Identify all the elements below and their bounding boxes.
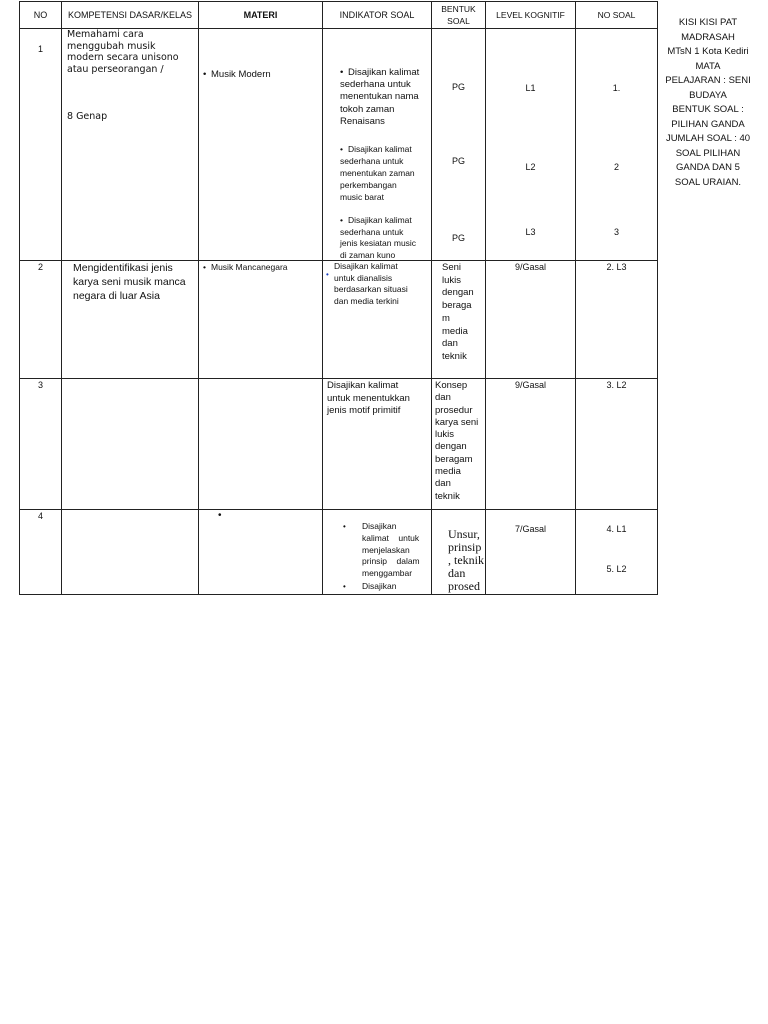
bentuk-cell bbox=[432, 29, 486, 261]
bentuk-line: , teknik bbox=[448, 553, 484, 567]
row-number: 1 bbox=[37, 44, 43, 54]
bentuk-line: Konsep bbox=[435, 380, 468, 391]
materi-item: • Musik Mancanegara bbox=[203, 261, 288, 273]
info-line: JUMLAH SOAL : 40 bbox=[665, 133, 751, 144]
bentuk-line: beragam bbox=[435, 453, 473, 465]
header-bentuk: BENTUK SOAL bbox=[432, 2, 486, 29]
bentuk-line: prinsip bbox=[448, 540, 482, 554]
row-number: 4 bbox=[37, 511, 43, 521]
row-no-cell bbox=[20, 29, 62, 261]
materi-cell bbox=[199, 510, 323, 595]
bentuk-line: dan bbox=[448, 566, 466, 580]
document-info bbox=[665, 16, 751, 190]
info-line: BUDAYA bbox=[689, 89, 727, 101]
materi-item: • Musik Modern bbox=[203, 69, 271, 81]
bentuk-line: prosedur bbox=[435, 404, 473, 416]
table-row bbox=[20, 379, 658, 510]
indikator-line: Disajikan kalimat bbox=[327, 380, 399, 391]
bentuk-value: PG bbox=[451, 82, 465, 92]
indikator-line: Disajikan bbox=[362, 581, 397, 591]
indikator-line: berdasarkan situasi bbox=[334, 284, 408, 294]
info-line: KISI KISI PAT bbox=[678, 17, 738, 28]
no-soal-value: 2 bbox=[613, 162, 619, 172]
kompetensi-line: Mengidentifikasi jenis bbox=[73, 262, 173, 274]
no-soal-value: 2. L3 bbox=[606, 262, 627, 272]
materi-cell bbox=[199, 29, 323, 261]
indikator-line: prinsip dalam bbox=[362, 556, 420, 567]
info-line: SOAL URAIAN. bbox=[674, 176, 742, 188]
indikator-line: dan media terkini bbox=[334, 295, 399, 306]
bentuk-line: media bbox=[442, 325, 468, 337]
bentuk-line: prosed bbox=[448, 579, 480, 593]
indikator-line: kalimat untuk bbox=[362, 532, 420, 543]
no-soal-value: 3. L2 bbox=[606, 380, 627, 390]
header-level: LEVEL KOGNITIF bbox=[486, 2, 576, 29]
table-row bbox=[20, 510, 658, 595]
header-no-soal: NO SOAL bbox=[576, 2, 658, 29]
kompetensi-line: Memahami cara bbox=[67, 29, 144, 40]
bentuk-value: PG bbox=[451, 233, 465, 243]
info-line: MADRASAH bbox=[681, 31, 735, 43]
level-value: L1 bbox=[525, 83, 536, 93]
info-line: MATA bbox=[695, 60, 721, 72]
bentuk-cell bbox=[432, 379, 486, 510]
no-soal-cell bbox=[576, 510, 658, 595]
no-soal-cell bbox=[576, 379, 658, 510]
indikator-line: menggambar bbox=[362, 568, 413, 579]
info-line: PELAJARAN : SENI bbox=[665, 75, 751, 86]
bentuk-line: teknik bbox=[435, 490, 460, 502]
indikator-cell bbox=[323, 261, 432, 379]
bentuk-line: dengan bbox=[435, 441, 467, 453]
bullet-icon: • bbox=[218, 510, 222, 521]
kelas-text: 8 Genap bbox=[67, 111, 108, 122]
bentuk-value: PG bbox=[451, 156, 465, 166]
header-no: NO bbox=[20, 2, 62, 29]
kompetensi-cell bbox=[62, 261, 199, 379]
table-row bbox=[20, 29, 658, 261]
level-cell bbox=[486, 261, 576, 379]
kompetensi-line: atau perseorangan / bbox=[67, 63, 164, 75]
info-line: SOAL PILIHAN bbox=[675, 147, 741, 159]
level-cell bbox=[486, 510, 576, 595]
bentuk-line: dan bbox=[435, 392, 451, 404]
header-kompetensi: KOMPETENSI DASAR/KELAS bbox=[62, 2, 199, 29]
level-value: 7/Gasal bbox=[514, 524, 547, 534]
info-line: GANDA DAN 5 bbox=[676, 162, 740, 173]
no-soal-value: 3 bbox=[613, 227, 619, 237]
bentuk-line: m bbox=[442, 312, 450, 324]
row-no-cell bbox=[20, 510, 62, 595]
indikator-cell bbox=[323, 379, 432, 510]
bentuk-line: lukis bbox=[435, 429, 455, 441]
blue-dot-icon: • bbox=[326, 270, 329, 279]
materi-cell bbox=[199, 261, 323, 379]
bentuk-line: dan bbox=[435, 478, 451, 490]
row-number: 3 bbox=[37, 380, 43, 390]
level-value: L2 bbox=[525, 162, 536, 172]
level-cell bbox=[486, 29, 576, 261]
bentuk-line: dan bbox=[442, 338, 458, 350]
bentuk-line: karya seni bbox=[435, 416, 479, 428]
kisi-kisi-table bbox=[19, 1, 658, 595]
bentuk-line: beraga bbox=[442, 300, 472, 312]
kompetensi-line: menggubah musik bbox=[67, 40, 156, 52]
level-value: L3 bbox=[525, 227, 536, 237]
indikator-line: untuk menentukkan bbox=[327, 392, 410, 404]
row-no-cell bbox=[20, 261, 62, 379]
indikator-line: jenis motif primitif bbox=[327, 405, 401, 416]
bentuk-line: media bbox=[435, 466, 461, 478]
level-cell bbox=[486, 379, 576, 510]
header-row bbox=[20, 2, 658, 29]
indikator-item: • Disajikan kalimat sederhana untuk menentukan zaman perkembangan music barat bbox=[340, 143, 415, 203]
info-line: MTsN 1 Kota Kediri bbox=[667, 46, 749, 57]
no-soal-value: 4. L1 bbox=[606, 524, 627, 534]
info-line: BENTUK SOAL : bbox=[672, 104, 744, 115]
bentuk-line: lukis bbox=[442, 274, 462, 286]
indikator-line: Disajikan bbox=[362, 521, 397, 531]
kompetensi-line: karya seni musik manca bbox=[73, 276, 186, 288]
level-value: 9/Gasal bbox=[514, 380, 547, 390]
no-soal-cell bbox=[576, 261, 658, 379]
info-line: PILIHAN GANDA bbox=[671, 118, 745, 130]
row-no-cell bbox=[20, 379, 62, 510]
bentuk-cell bbox=[432, 510, 486, 595]
kompetensi-line: modern secara unisono bbox=[67, 52, 179, 63]
table-row bbox=[20, 261, 658, 379]
kompetensi-cell bbox=[62, 510, 199, 595]
kompetensi-line: negara di luar Asia bbox=[73, 290, 160, 302]
indikator-cell: • Disajikan kalimat untuk menjelaskan prinsip dalam menggambar • Disajikan bbox=[323, 510, 432, 595]
header-indikator: INDIKATOR SOAL bbox=[323, 2, 432, 29]
no-soal-value: 5. L2 bbox=[606, 564, 627, 574]
level-value: 9/Gasal bbox=[514, 262, 547, 272]
bentuk-line: teknik bbox=[442, 350, 467, 362]
kompetensi-cell bbox=[62, 29, 199, 261]
indikator-line: untuk dianalisis bbox=[334, 272, 393, 283]
materi-cell bbox=[199, 379, 323, 510]
indikator-line: Disajikan kalimat bbox=[334, 261, 398, 271]
no-soal-cell bbox=[576, 29, 658, 261]
indikator-item: • Disajikan kalimat sederhana untuk menentukan nama tokoh zaman Renaisans bbox=[340, 67, 419, 128]
header-materi: MATERI bbox=[199, 2, 323, 29]
indikator-line: menjelaskan bbox=[362, 544, 410, 555]
bentuk-line: Unsur, bbox=[448, 527, 480, 541]
no-soal-value: 1. bbox=[612, 83, 621, 93]
kompetensi-cell bbox=[62, 379, 199, 510]
row-number: 2 bbox=[37, 262, 43, 272]
bentuk-line: dengan bbox=[442, 287, 474, 299]
bentuk-line: Seni bbox=[442, 262, 462, 273]
bentuk-cell bbox=[432, 261, 486, 379]
indikator-item: • Disajikan kalimat sederhana untuk jenis kesiatan music di zaman kuno bbox=[340, 215, 416, 261]
